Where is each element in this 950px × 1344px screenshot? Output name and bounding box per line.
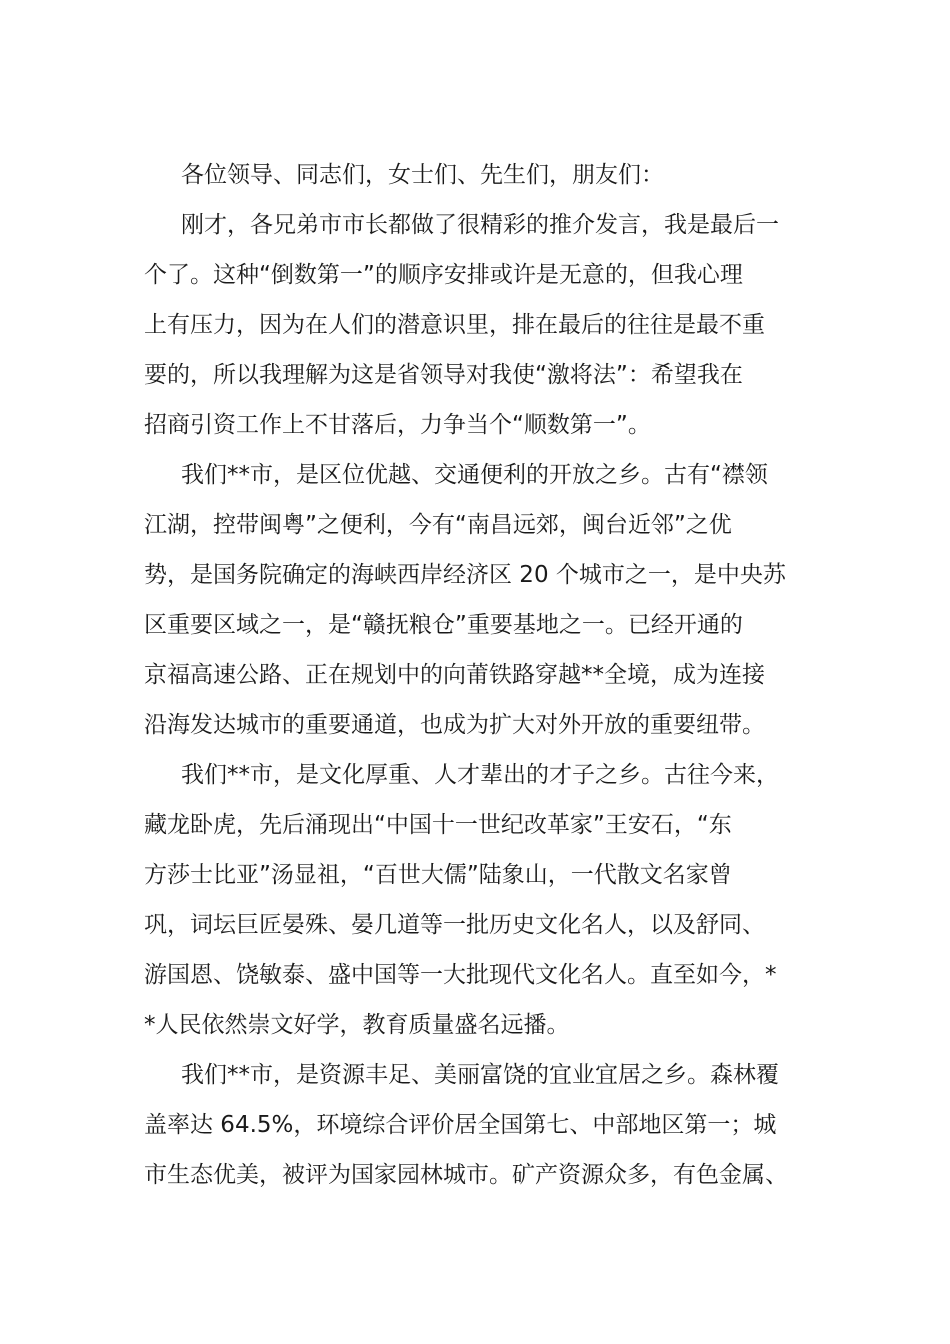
text-line: 盖率达 64.5%，环境综合评价居全国第七、中部地区第一；城 [144, 1112, 777, 1138]
text-line: 上有压力，因为在人们的潜意识里，排在最后的往往是最不重 [144, 312, 765, 338]
text-line: 方莎士比亚”汤显祖，“百世大儒”陆象山，一代散文名家曾 [144, 862, 732, 888]
text-line: 藏龙卧虎，先后涌现出“中国十一世纪改革家”王安石，“东 [144, 812, 732, 838]
text-line: 游国恩、饶敏泰、盛中国等一大批现代文化名人。直至如今，* [144, 962, 777, 988]
paragraph-start-line: 我们**市，是文化厚重、人才辈出的才子之乡。古往今来， [181, 762, 779, 788]
text-line: 招商引资工作上不甘落后，力争当个“顺数第一”。 [144, 412, 651, 438]
text-line: 江湖，控带闽粤”之便利，今有“南昌远郊，闽台近邻”之优 [144, 512, 732, 538]
paragraph-start-line: 我们**市，是资源丰足、美丽富饶的宜业宜居之乡。森林覆 [181, 1062, 779, 1088]
text-line: 要的，所以我理解为这是省领导对我使“激将法”：希望我在 [144, 362, 743, 388]
text-line: *人民依然崇文好学，教育质量盛名远播。 [144, 1012, 570, 1038]
text-line: 势，是国务院确定的海峡西岸经济区 20 个城市之一，是中央苏 [144, 562, 786, 588]
text-line: 个了。这种“倒数第一”的顺序安排或许是无意的，但我心理 [144, 262, 743, 288]
speech-text [144, 150, 810, 1200]
text-line: 京福高速公路、正在规划中的向莆铁路穿越**全境，成为连接 [144, 662, 765, 688]
text-line: 巩，词坛巨匠晏殊、晏几道等一批历史文化名人，以及舒同、 [144, 912, 765, 938]
text-line: 市生态优美，被评为国家园林城市。矿产资源众多，有色金属、 [144, 1162, 788, 1188]
text-line: 区重要区域之一，是“赣抚粮仓”重要基地之一。已经开通的 [144, 612, 743, 638]
text-line: 沿海发达城市的重要通道，也成为扩大对外开放的重要纽带。 [144, 712, 765, 738]
paragraph-start-line: 各位领导、同志们，女士们、先生们，朋友们： [181, 162, 664, 188]
paragraph-start-line: 刚才，各兄弟市市长都做了很精彩的推介发言，我是最后一 [181, 212, 779, 238]
paragraph-start-line: 我们**市，是区位优越、交通便利的开放之乡。古有“襟领 [181, 462, 768, 488]
